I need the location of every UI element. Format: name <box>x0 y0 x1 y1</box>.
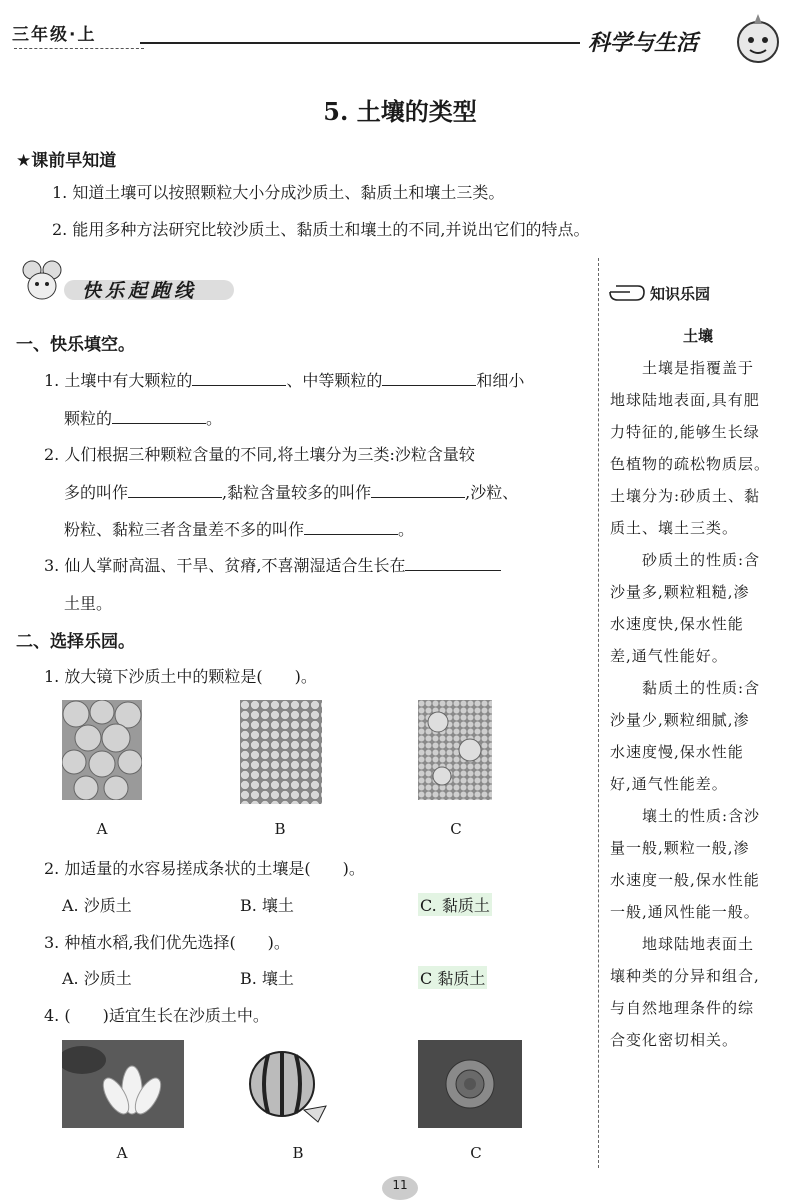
sidebar-line: 差,通气性能好。 <box>610 647 728 665</box>
rose-image <box>418 1040 522 1128</box>
sidebar-line: 土壤分为:砂质土、黏 <box>610 487 761 505</box>
q1-line2 <box>64 406 222 429</box>
q1-label-c: C <box>450 820 462 838</box>
sidebar-line: 好,通气性能差。 <box>610 775 728 793</box>
q3-text-a: 3. 仙人掌耐高温、干旱、贫瘠,不喜潮湿适合生长在 <box>44 556 406 575</box>
q1-label-a: A <box>96 820 108 838</box>
lotus-image <box>62 1040 184 1128</box>
q1-blank-1[interactable] <box>192 371 286 386</box>
mouse-icon <box>18 256 66 304</box>
q2-blank-1[interactable] <box>128 483 222 498</box>
sidebar-line: 壤土的性质:含沙 <box>610 807 761 825</box>
sidebar-subtitle: 土壤 <box>682 327 713 345</box>
sidebar-line: 水速度一般,保水性能 <box>610 871 760 889</box>
sidebar-line: 壤种类的分异和组合, <box>610 967 760 985</box>
q3-option-c: C 黏质土 <box>418 966 487 989</box>
q4-label-a: A <box>116 1144 128 1162</box>
q3-option-b: B. 壤土 <box>240 969 294 988</box>
sidebar-line: 量一般,颗粒一般,渗 <box>610 839 750 857</box>
q3-option-a: A. 沙质土 <box>62 969 132 988</box>
q1-line1 <box>44 368 524 391</box>
part2-heading: 二、选择乐园。 <box>16 632 135 652</box>
choice-q1: 1. 放大镜下沙质土中的颗粒是( )。 <box>44 667 317 686</box>
q2-line2 <box>64 480 518 503</box>
sidebar-line: 合变化密切相关。 <box>610 1031 739 1049</box>
q3-blank[interactable] <box>405 556 501 571</box>
q1-blank-3[interactable] <box>112 409 206 424</box>
q2-blank-2[interactable] <box>371 483 465 498</box>
sidebar-line: 水速度快,保水性能 <box>610 615 744 633</box>
preview-item-2: 2. 能用多种方法研究比较沙质土、黏质土和壤土的不同,并说出它们的特点。 <box>52 220 590 239</box>
sidebar-line: 黏质土的性质:含 <box>610 679 761 697</box>
choice-q2: 2. 加适量的水容易搓成条状的土壤是( )。 <box>44 859 365 878</box>
q1-label-b: B <box>274 820 286 838</box>
q1-text-c: 和细小 <box>476 371 525 390</box>
sidebar-line: 土壤是指覆盖于 <box>610 359 755 377</box>
mascot-icon <box>730 10 786 66</box>
q2-text-c: ,黏粒含量较多的叫作 <box>222 483 372 502</box>
q2-text-b: 多的叫作 <box>64 483 129 502</box>
part1-heading: 一、快乐填空。 <box>16 335 135 355</box>
banner-title: 快乐起跑线 <box>82 280 198 302</box>
sidebar-line: 质土、壤土三类。 <box>610 519 739 537</box>
q2-text-d: ,沙粒、 <box>465 483 519 502</box>
preview-heading: ★课前早知道 <box>16 151 117 171</box>
sidebar-title: 知识乐园 <box>650 285 711 303</box>
q2-option-a: A. 沙质土 <box>62 896 132 915</box>
q2-text-e: 粉粒、黏粒三者含量差不多的叫作 <box>64 520 305 539</box>
grade-label: 三年级·上 <box>12 25 97 45</box>
q1-text-d: 颗粒的 <box>64 409 113 428</box>
sidebar-line: 色植物的疏松物质层。 <box>610 455 771 473</box>
q2-line1: 2. 人们根据三种颗粒含量的不同,将土壤分为三类:沙粒含量较 <box>44 445 475 464</box>
q1-blank-2[interactable] <box>382 371 476 386</box>
sidebar-body <box>610 352 794 1056</box>
q4-label-b: B <box>292 1144 304 1162</box>
sidebar-line: 地球陆地表面,具有肥 <box>610 391 760 409</box>
lesson-title: 5. 土壤的类型 <box>323 97 477 126</box>
choice-q4: 4. ( )适宜生长在沙质土中。 <box>44 1006 269 1025</box>
sidebar-line: 地球陆地表面土 <box>610 935 755 953</box>
q1-text-e: 。 <box>206 409 223 428</box>
sidebar-line: 水速度慢,保水性能 <box>610 743 744 761</box>
q3-line1 <box>44 553 501 576</box>
q1-text-b: 、中等颗粒的 <box>286 371 383 390</box>
watermelon-image <box>240 1040 328 1128</box>
pointing-hand-icon <box>608 280 648 304</box>
sidebar-divider <box>598 258 599 1168</box>
q3-line2: 土里。 <box>64 594 113 613</box>
page-number: 11 <box>382 1176 418 1200</box>
q2-blank-3[interactable] <box>304 520 398 535</box>
sidebar-line: 与自然地理条件的综 <box>610 999 755 1017</box>
sidebar-line: 沙量少,颗粒细腻,渗 <box>610 711 750 729</box>
q2-option-c: C. 黏质土 <box>418 893 492 916</box>
series-title: 科学与生活 <box>588 31 699 56</box>
q2-line3 <box>64 517 414 540</box>
header-dashed-rule <box>14 48 144 49</box>
sidebar-line: 砂质土的性质:含 <box>610 551 761 569</box>
sidebar-line: 沙量多,颗粒粗糙,渗 <box>610 583 750 601</box>
particles-medium-image <box>240 700 322 804</box>
q2-option-b: B. 壤土 <box>240 896 294 915</box>
choice-q3: 3. 种植水稻,我们优先选择( )。 <box>44 933 290 952</box>
sidebar-line: 一般,通风性能一般。 <box>610 903 760 921</box>
sidebar-line: 力特征的,能够生长绿 <box>610 423 760 441</box>
particles-large-image <box>62 700 142 800</box>
q4-label-c: C <box>470 1144 482 1162</box>
header-rule <box>140 42 580 44</box>
particles-mixed-image <box>418 700 492 800</box>
q2-text-f: 。 <box>398 520 415 539</box>
preview-item-1: 1. 知道土壤可以按照颗粒大小分成沙质土、黏质土和壤土三类。 <box>52 183 505 202</box>
q1-text-a: 1. 土壤中有大颗粒的 <box>44 371 193 390</box>
